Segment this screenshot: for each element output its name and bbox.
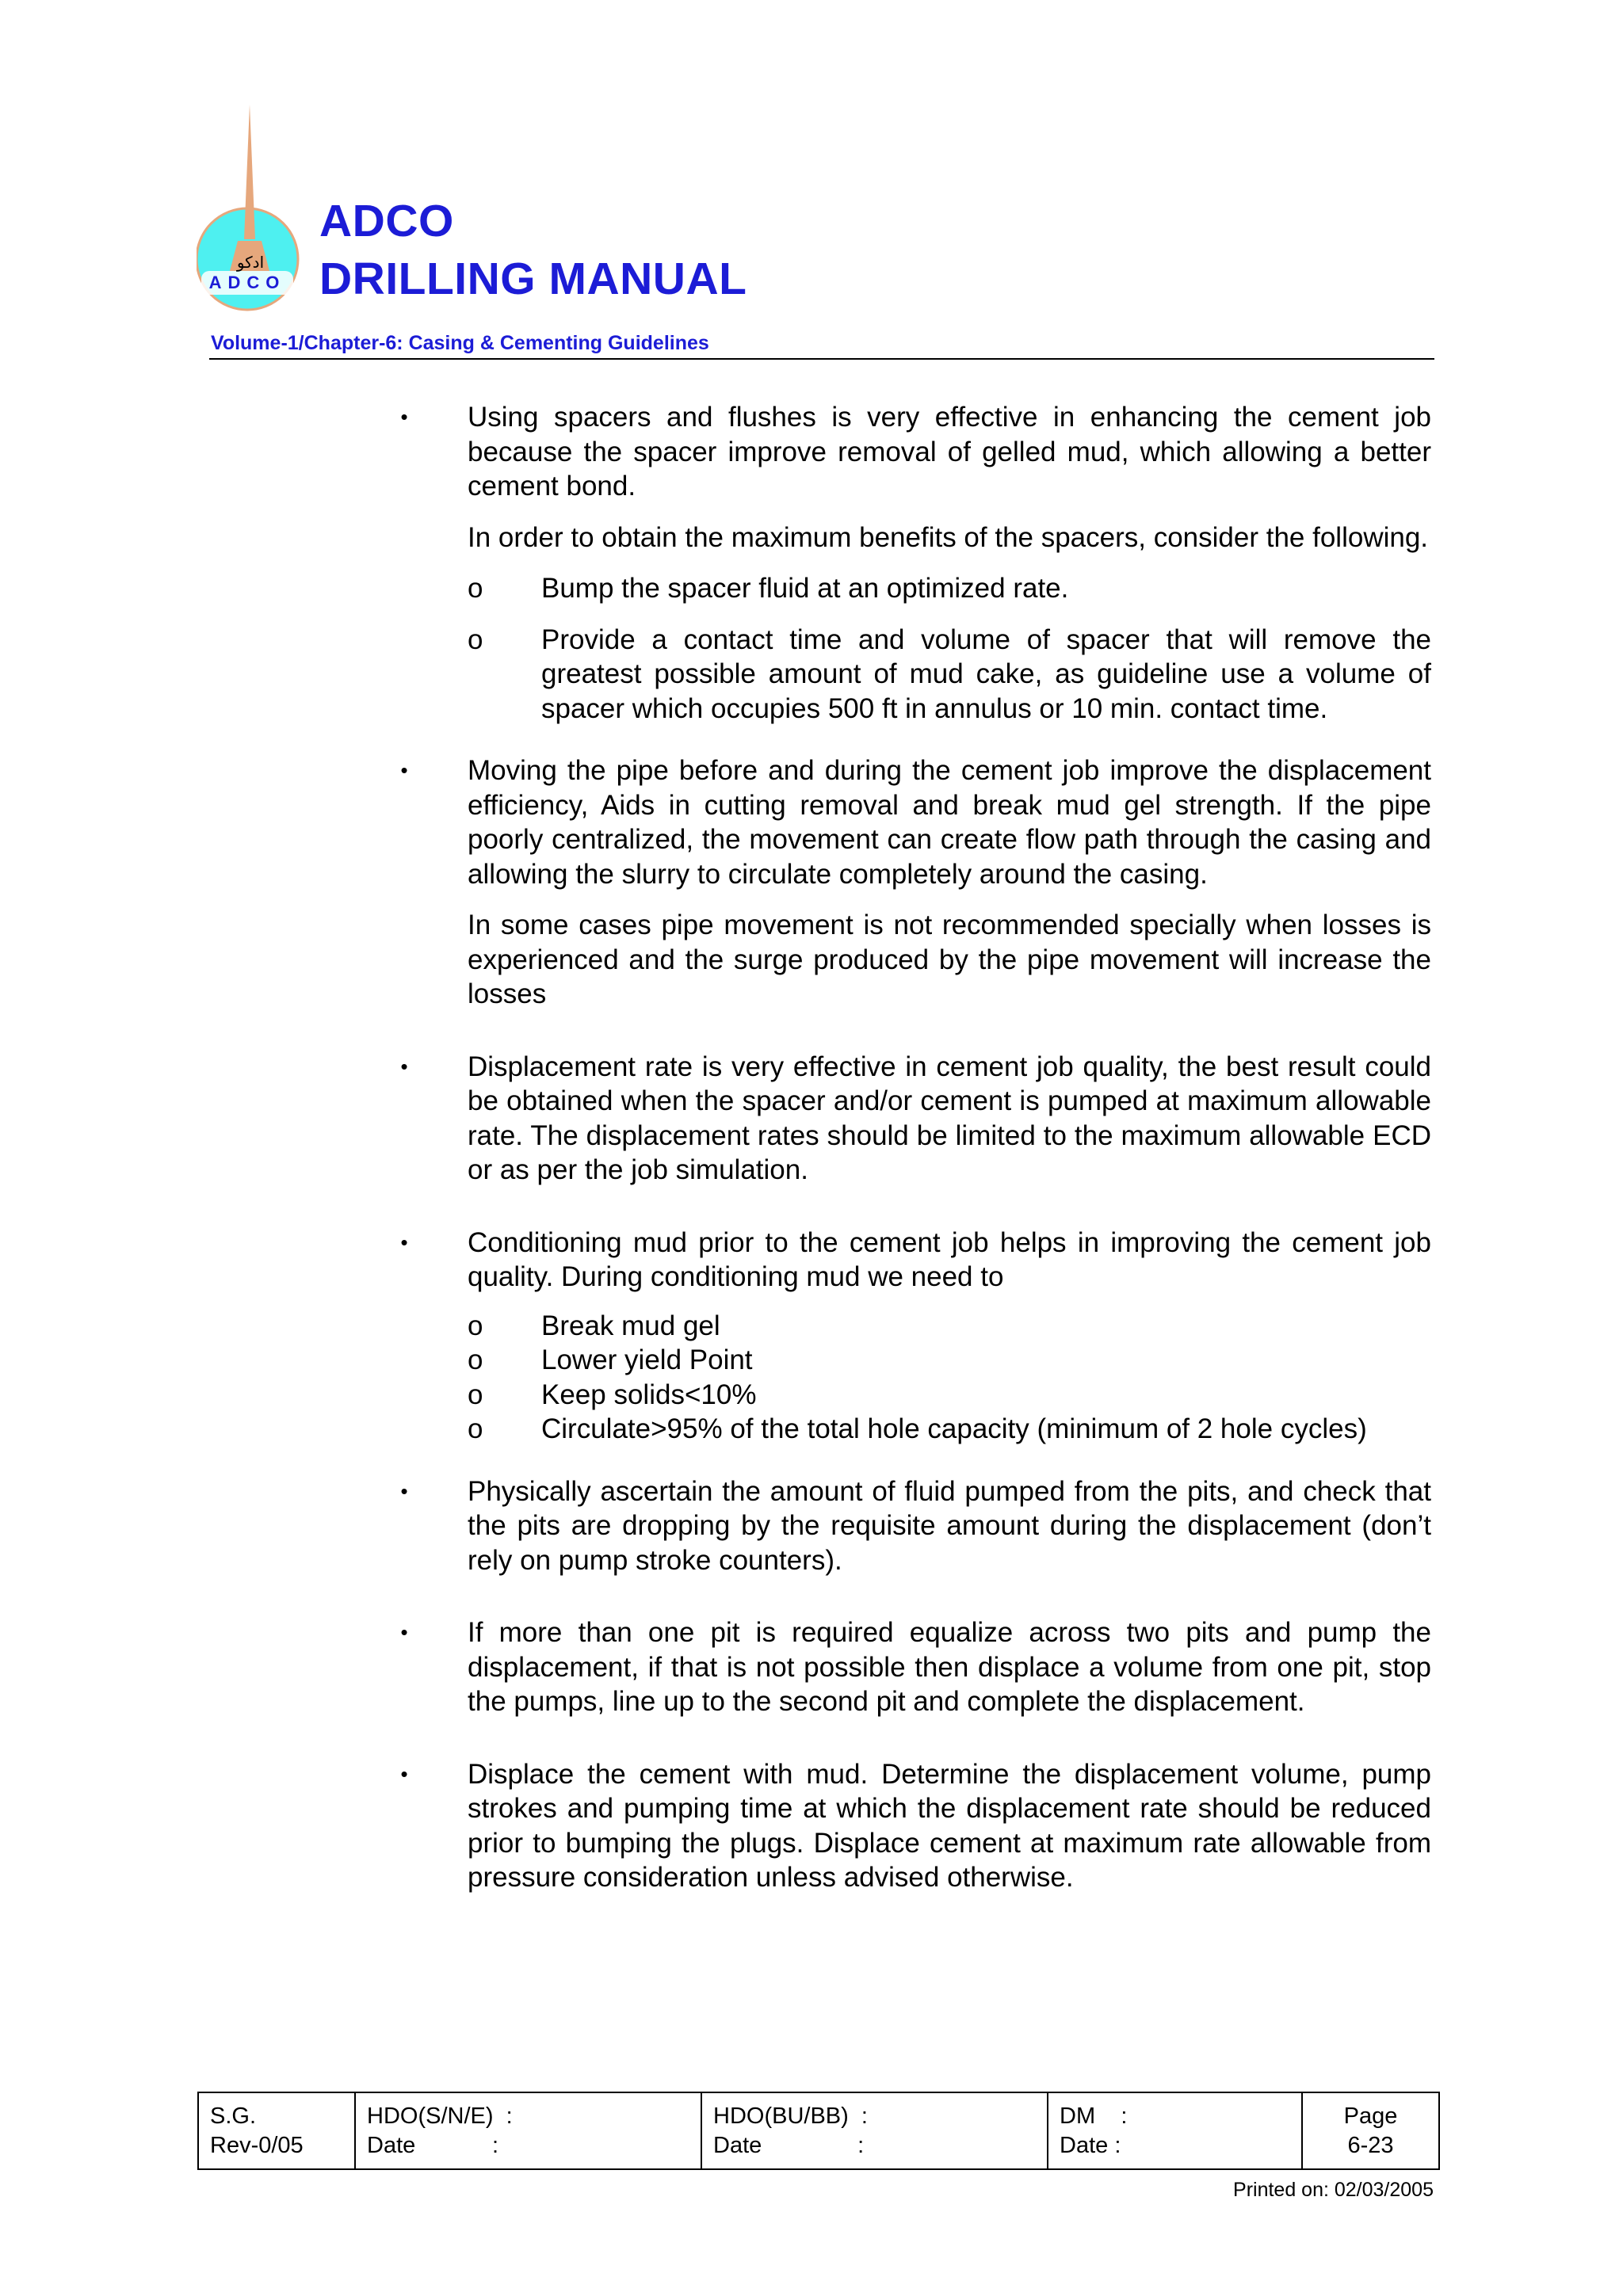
printed-date: Printed on: 02/03/2005 <box>1233 2179 1434 2201</box>
logo-arabic: ادكو <box>236 253 265 272</box>
sub-bullet-icon: o <box>468 1344 483 1375</box>
bullet-item-displacement-rate <box>388 1050 1431 1188</box>
logo-text: ADCO <box>208 273 286 292</box>
sub-item <box>468 571 1431 606</box>
footer-cell-hdo-bubb <box>702 2093 1048 2168</box>
footer-cell-page <box>1303 2093 1438 2168</box>
bullet-icon: • <box>400 1478 408 1503</box>
bullet-icon: • <box>400 405 408 429</box>
footer-cell-hdo-sne <box>356 2093 702 2168</box>
sub-item-text: Keep solids<10% <box>541 1379 757 1410</box>
adco-logo <box>197 105 311 312</box>
chapter-title: Volume-1/Chapter-6: Casing & Cementing Guidelines <box>211 332 709 354</box>
main-content <box>388 400 1431 1895</box>
sub-item-text: Provide a contact time and volume of spacer that will remove the greatest possible amount of mud cake, as guideline use a volume of spacer which occupies 500 ft in annulus or 10 min. contact time. <box>541 624 1431 724</box>
bullet-item-conditioning-mud <box>388 1226 1431 1447</box>
page-number: 6-23 <box>1347 2133 1394 2158</box>
sub-item-text: Lower yield Point <box>541 1344 753 1375</box>
header-rule <box>209 358 1434 360</box>
footer-label: HDO(BU/BB) : <box>713 2103 868 2129</box>
footer-cell-dm <box>1048 2093 1303 2168</box>
footer-label: HDO(S/N/E) : <box>367 2103 513 2129</box>
bullet-item-displace-cement <box>388 1757 1431 1895</box>
page-label: Page <box>1343 2103 1398 2129</box>
sub-bullet-icon: o <box>468 1413 483 1444</box>
paragraph: Using spacers and flushes is very effective in enhancing the cement job because the spacer improve removal of gelled mud, which allowing a better cement bond. <box>468 402 1431 502</box>
bullet-item-pipe-movement <box>388 753 1431 1012</box>
sub-item-text: Circulate>95% of the total hole capacity (minimum of 2 hole cycles) <box>541 1413 1367 1444</box>
bullet-icon: • <box>400 1761 408 1786</box>
bullet-icon: • <box>400 1620 408 1644</box>
sub-item <box>468 1378 1431 1413</box>
paragraph: Physically ascertain the amount of fluid pumped from the pits, and check that the pits are dropping by the requisite amount during the displacement (don’t rely on pump stroke counters). <box>468 1475 1431 1576</box>
paragraph: In some cases pipe movement is not recommended specially when losses is experienced and the surge produced by the pipe movement will increase the losses <box>468 910 1431 1009</box>
sub-bullet-icon: o <box>468 573 483 604</box>
logo-spire <box>244 105 255 239</box>
sub-bullet-icon: o <box>468 1379 483 1410</box>
sub-list <box>468 571 1431 726</box>
brand-title: ADCO <box>319 196 454 246</box>
sub-item <box>468 623 1431 727</box>
sub-bullet-icon: o <box>468 624 483 655</box>
paragraph: If more than one pit is required equalize across two pits and pump the displacement, if that is not possible then displace a volume from one pit, stop the pumps, line up to the second pit and complete the displacement. <box>468 1617 1431 1717</box>
sub-list <box>468 1309 1431 1447</box>
sub-item <box>468 1343 1431 1378</box>
paragraph: Moving the pipe before and during the cement job improve the displacement efficiency, Aids in cutting removal and break mud gel strength. If the pipe poorly centralized, the movement can create flow path through the casing and allowing the slurry to circulate completely around the casing. <box>468 755 1431 890</box>
footer-label: Rev-0/05 <box>210 2133 304 2158</box>
paragraph: Displacement rate is very effective in cement job quality, the best result could be obtained when the spacer and/or cement is pumped at maximum allowable rate. The displacement rates should be limited to the maximum allowable ECD or as per the job simulation. <box>468 1051 1431 1185</box>
paragraph: Conditioning mud prior to the cement job helps in improving the cement job quality. During conditioning mud we need to <box>468 1226 1431 1292</box>
sub-item <box>468 1412 1431 1447</box>
bullet-icon: • <box>400 758 408 782</box>
bullet-item-fluid-pumped <box>388 1474 1431 1578</box>
sub-item-text: Bump the spacer fluid at an optimized rate. <box>541 573 1069 604</box>
bullet-icon: • <box>400 1054 408 1078</box>
paragraph: In order to obtain the maximum benefits of the spacers, consider the following. <box>468 521 1429 553</box>
sub-bullet-icon: o <box>468 1310 483 1341</box>
footer-label: Date : <box>367 2133 498 2158</box>
footer-cell-sg <box>199 2093 356 2168</box>
paragraph: Displace the cement with mud. Determine the displacement volume, pump strokes and pumping time at which the displacement rate should be reduced prior to bumping the plugs. Displace cement at maximum rate allowable from pressure consideration unless advised otherwise. <box>468 1758 1431 1893</box>
footer-label: Date : <box>1060 2133 1121 2158</box>
footer-label: DM : <box>1060 2103 1128 2129</box>
footer-label: Date : <box>713 2133 865 2158</box>
bullet-icon: • <box>400 1230 408 1254</box>
footer-label: S.G. <box>210 2103 257 2129</box>
sub-item <box>468 1309 1431 1344</box>
bullet-item-spacers <box>388 400 1431 726</box>
sub-item-text: Break mud gel <box>541 1310 720 1341</box>
footer-table <box>197 2092 1440 2170</box>
bullet-item-multiple-pits <box>388 1615 1431 1719</box>
brand-subtitle: DRILLING MANUAL <box>319 254 747 304</box>
